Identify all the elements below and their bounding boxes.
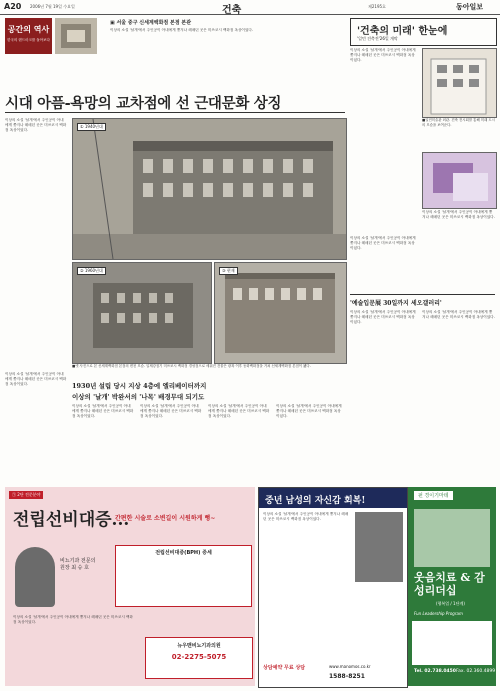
ad-website: www.manomos.co.kr [329,664,371,669]
article-headline: 시대 아픔-욕망의 교차점에 선 근대문화 상징 [5,95,282,112]
column-text: 이상의 소설 '날개'에서 주인공이 아내에게 쫓겨나 헤매던 곳은 미쓰코시 백화점 옥상이었다. [422,210,495,220]
ad-text: 이상의 소설 '날개'에서 주인공이 아내에게 쫓겨나 헤매던 곳은 미쓰코시 백화점 옥상이었다. [263,512,349,522]
column-text: 이상의 소설 '날개'에서 주인공이 아내에게 쫓겨나 헤매던 곳은 미쓰코시 백화점 옥상이었다. [208,404,270,419]
symptom-box [115,545,252,607]
photo-label-1: ① 1940년대 [77,123,106,131]
article-column-5 [276,404,344,482]
advertisement-urology[interactable] [5,487,255,686]
article-column-1b [5,372,67,482]
subhead-2: 이상의 '날개' 박완서의 '나목' 배경무대 되기도 [72,393,205,401]
column-text: 이상의 소설 '날개'에서 주인공이 아내에게 쫓겨나 헤매던 곳은 미쓰코시 백화점 옥상이었다. [5,372,67,387]
ad-headline: 중년 남성의 자신감 회복! [265,496,366,506]
column-text: 이상의 소설 '날개'에서 주인공이 아내에게 쫓겨나 헤매던 곳은 미쓰코시 백화점 옥상이었다. [140,404,202,419]
ad-tag: ㉠ 2단 전문분야 [9,491,43,499]
side-photo-caption: ■일민미술관 외관. 건축 전시회를 통해 미래 도시의 모습을 보여준다. [422,118,495,127]
column-text: 이상의 소설 '날개'에서 주인공이 아내에게 쫓겨나 헤매던 곳은 미쓰코시 백화점 옥상이었다. [350,48,416,63]
photo-1960s [72,262,212,364]
divider [5,112,345,113]
article-column-3 [140,404,202,482]
article-column-4 [208,404,270,482]
side-column-2 [422,210,495,290]
column-text: 이상의 소설 '날개'에서 주인공이 아내에게 쫓겨나 헤매던 곳은 미쓰코시 백화점 옥상이었다. [276,404,342,419]
ad-photo [414,509,490,567]
issue-number: 제2195호 [368,4,386,9]
building-present-image [215,263,346,363]
series-badge-title: 공간의 역사 [7,25,50,34]
divider [350,294,495,295]
ad-headline: 웃음치료 & 감성리더십 [414,571,485,597]
exhibition-image [423,153,496,208]
ad-subheadline: 간편한 시술로 소변길이 시원하게 뻥~ [115,515,216,522]
ad-text: 이상의 소설 '날개'에서 주인공이 아내에게 쫓겨나 헤매던 곳은 미쓰코시 백화점 옥상이었다. [13,615,133,625]
article-column-2 [72,404,134,482]
series-badge [5,18,52,54]
ad-program: Fun Leadership Program [414,611,463,616]
column-text: 이상의 소설 '날개'에서 주인공이 아내에게 쫓겨나 헤매던 곳은 미쓰코시 백화점 옥상이었다. [72,404,134,419]
ad-subtitle: (행복업 / 1단계) [436,601,465,606]
ad-schedule-box [412,621,492,665]
museum-building-image [423,49,496,117]
ad-phone: 1588-8251 [329,673,365,680]
side-column-1 [350,48,418,233]
column-text: 이상의 소설 '날개'에서 주인공이 아내에게 쫓겨나 헤매던 곳은 미쓰코시 백화점 옥상이었다. [350,310,416,325]
ad-body-text [13,615,133,675]
section-title: 건축 [222,5,242,16]
intro-text [110,28,345,84]
side-column-3 [350,310,418,482]
series-badge-subtitle: 한국의 랜드마크를 돌아보다 [7,38,50,42]
ad-headline: 전립선비대증... [13,510,130,530]
photo-label-2: ② 1960년대 [77,267,106,275]
ad-fax: Fax. 02.360.4899 [456,669,496,674]
article-column-1 [5,118,67,366]
side-column-headline: '예술입문展 30일까지 세오갤러리' [350,300,442,307]
photo-caption: ■옛 사진으로 본 신세계백화점 본점의 변천 모습. 일제강점기 미쓰코시 백화점 경성점으로 세워진 건물은 광복 이후 동화백화점을 거쳐 신세계백화점 본점이 됐다. [72,364,311,368]
side-article-title: '건축의 미래' 한눈에 [357,26,448,37]
symptom-box-title: 전립선비대증(BPH) 증세 [155,550,212,556]
doctor-photo [15,547,55,607]
series-location-label: ▣ 서울 중구 신세계백화점 본점 본관 [110,20,192,26]
column-text: 이상의 소설 '날개'에서 주인공이 아내에게 쫓겨나 헤매던 곳은 미쓰코시 백화점 옥상이었다. [350,236,416,251]
ad-model-photo [355,512,403,582]
advertisement-mens-health[interactable] [258,487,408,688]
page-header [0,0,500,15]
lead-text: 이상의 소설 '날개'에서 주인공이 아내에게 쫓겨나 헤매던 곳은 미쓰코시 백화점 옥상이었다. [110,28,253,32]
doctor-name: 비뇨기과 전문의 원장 최 승 호 [60,558,96,571]
photo-label-3: ③ 현재 [219,267,238,275]
side-column-4 [422,310,495,482]
subhead-1: 1930년 설립 당시 지상 4층에 엘리베이터까지 [72,382,207,390]
photo-1940s [72,118,347,260]
column-text: 이상의 소설 '날개'에서 주인공이 아내에게 쫓겨나 헤매던 곳은 미쓰코시 백화점 옥상이었다. [422,310,495,320]
ad-tel: Tel. 02.738.0450 [414,669,456,674]
advertisement-leadership[interactable] [408,487,496,686]
side-article-subtitle: '일민 건축전'26일 개막 [357,36,398,41]
clinic-name: 뉴우맨비뇨기과의원 [177,643,221,649]
ad-top-label: 펀 경이기마테 [414,491,453,500]
newspaper-name: 동아일보 [456,2,484,11]
side-photo-2 [422,152,497,209]
clinic-phone: 02-2275-5075 [171,653,227,661]
ad-cta: 상담예약 무료 상담 [263,665,306,671]
column-text: 이상의 소설 '날개'에서 주인공이 아내에게 쫓겨나 헤매던 곳은 미쓰코시 백화점 옥상이었다. [5,118,67,133]
photo-present [214,262,347,364]
clinic-contact-box [145,637,253,679]
issue-date: 2006년 7월 19일 수요일 [30,4,75,9]
building-1940s-image [73,119,346,259]
series-thumbnail-photo [55,18,97,54]
side-photo-1 [422,48,497,118]
building-1960s-image [73,263,211,363]
side-column-1b [350,236,418,290]
side-article-header [350,18,497,46]
ad-body-text [263,512,351,662]
page-number: A20 [4,2,22,11]
